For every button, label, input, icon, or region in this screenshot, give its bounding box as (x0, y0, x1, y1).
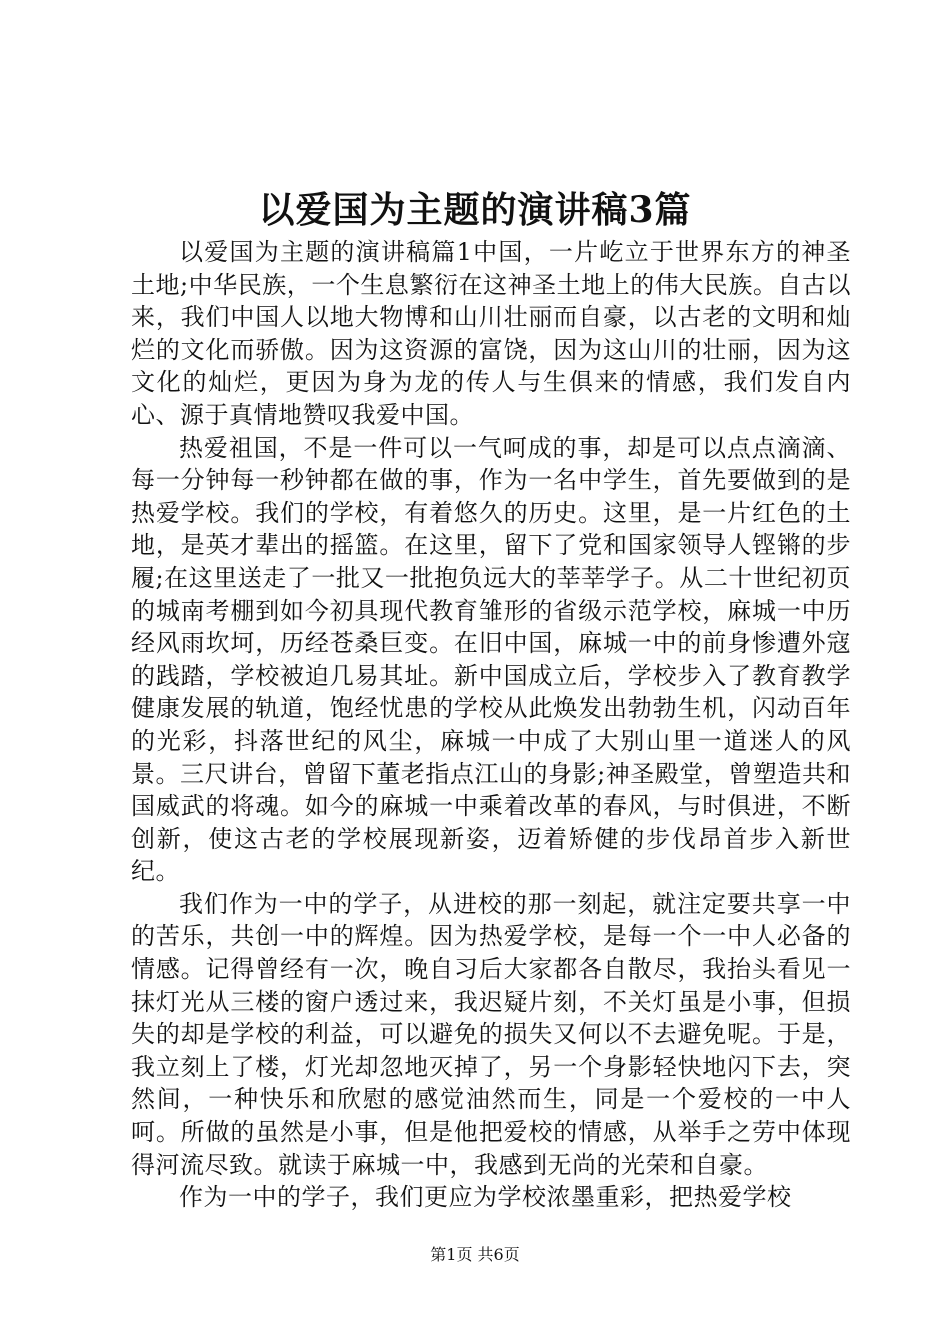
page-number-footer: 第1页 共6页 (430, 1245, 520, 1264)
document-body (131, 236, 851, 1214)
paragraph-2: 热爱祖国，不是一件可以一气呵成的事，却是可以点点滴滴、每一分钟每一秒钟都在做的事，作为一名中学生，首先要做到的是热爱学校。我们的学校，有着悠久的历史。这里，是一片红色的土地，是英才辈出的摇篮。在这里，留下了党和国家领导人铿锵的步履;在这里送走了一批又一批抱负远大的莘莘学子。从二十世纪初页的城南考棚到如今初具现代教育雏形的省级示范学校，麻城一中历经风雨坎坷，历经苍桑巨变。在旧中国，麻城一中的前身惨遭外寇的践踏，学校被迫几易其址。新中国成立后，学校步入了教育教学健康发展的轨道，饱经忧患的学校从此焕发出勃勃生机，闪动百年的光彩，抖落世纪的风尘，麻城一中成了大别山里一道迷人的风景。三尺讲台，曾留下董老指点江山的身影;神圣殿堂，曾塑造共和国威武的将魂。如今的麻城一中乘着改革的春风，与时俱进，不断创新，使这古老的学校展现新姿，迈着矫健的步伐昂首步入新世纪。 (131, 433, 851, 886)
paragraph-3: 我们作为一中的学子，从进校的那一刻起，就注定要共享一中的苦乐，共创一中的辉煌。因为热爱学校，是每一个一中人必备的情感。记得曾经有一次，晚自习后大家都各自散尽，我抬头看见一抹灯光从三楼的窗户透过来，我迟疑片刻，不关灯虽是小事，但损失的却是学校的利益，可以避免的损失又何以不去避免呢。于是，我立刻上了楼，灯光却忽地灭掉了，另一个身影轻快地闪下去，突然间，一种快乐和欣慰的感觉油然而生，同是一个爱校的一中人呵。所做的虽然是小事，但是他把爱校的情感，从举手之劳中体现得河流尽致。就读于麻城一中，我感到无尚的光荣和自豪。 (131, 889, 851, 1179)
document-title: 以爱国为主题的演讲稿3篇 (258, 189, 692, 231)
paragraph-4: 作为一中的学子，我们更应为学校浓墨重彩，把热爱学校 (179, 1183, 792, 1212)
paragraph-1: 以爱国为主题的演讲稿篇1中国，一片屹立于世界东方的神圣土地;中华民族，一个生息繁衍在这神圣土地上的伟大民族。自古以来，我们中国人以地大物博和山川壮丽而自豪，以古老的文明和灿烂的文化而骄傲。因为这资源的富饶，因为这山川的壮丽，因为这文化的灿烂，更因为身为龙的传人与生俱来的情感，我们发自内心、源于真情地赞叹我爱中国。 (131, 238, 851, 429)
